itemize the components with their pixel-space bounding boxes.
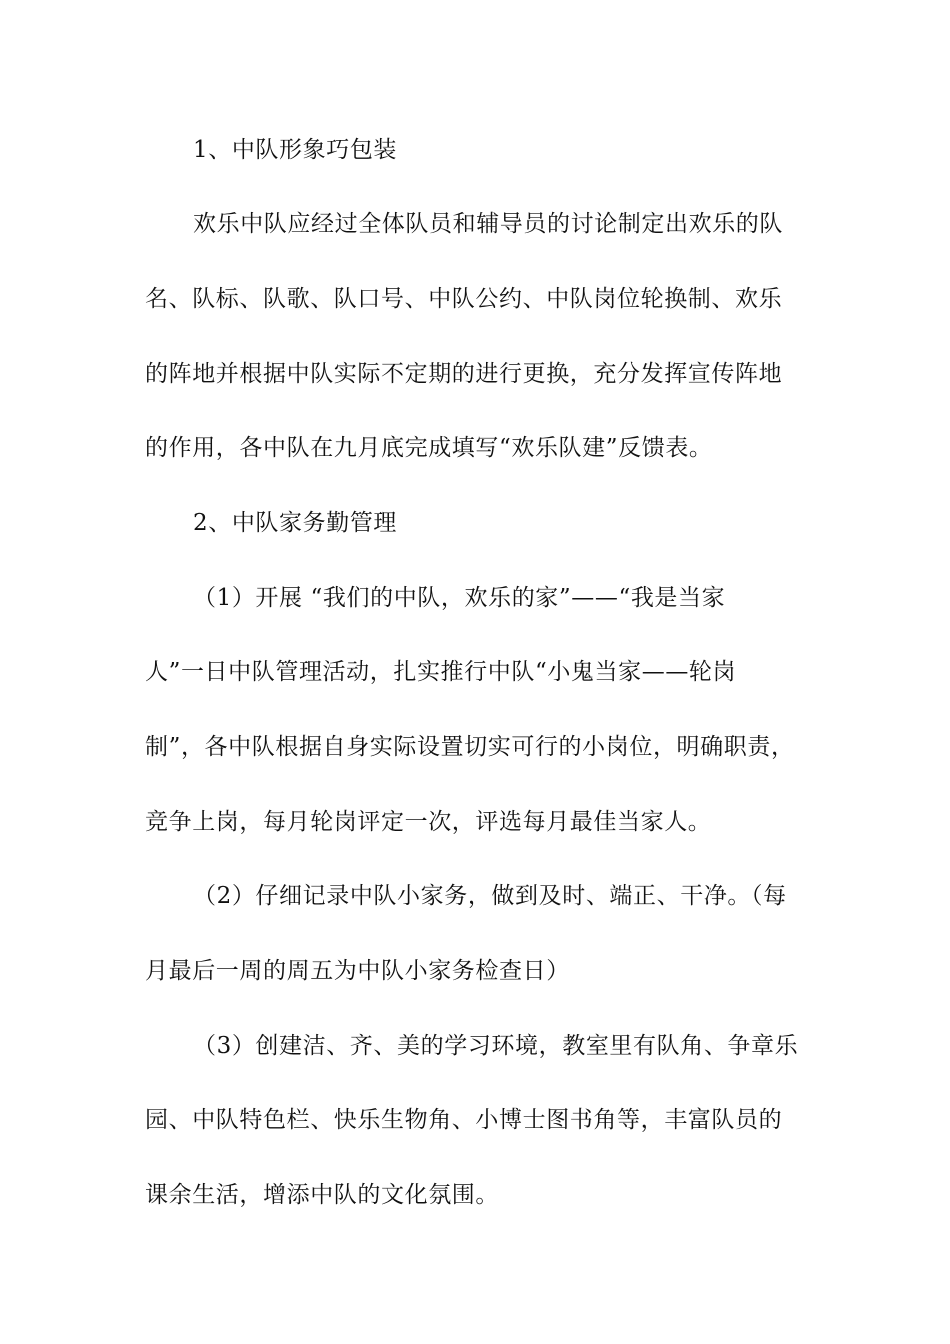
heading-2: 2、中队家务勤管理 [193,510,398,536]
paragraph-line: 月最后一周的周五为中队小家务检查日） [145,958,570,984]
heading-1: 1、中队形象巧包装 [193,137,398,163]
paragraph-line: 的阵地并根据中队实际不定期的进行更换，充分发挥宣传阵地 [145,361,783,387]
paragraph-line: 课余生活，增添中队的文化氛围。 [145,1182,499,1208]
paragraph-line: 竞争上岗，每月轮岗评定一次，评选每月最佳当家人。 [145,809,712,835]
paragraph-line: 园、中队特色栏、快乐生物角、小博士图书角等，丰富队员的 [145,1107,783,1133]
paragraph-line: （2）仔细记录中队小家务，做到及时、端正、干净。（每 [193,883,787,909]
paragraph-line: （3）创建洁、齐、美的学习环境，教室里有队角、争章乐 [193,1033,799,1059]
paragraph-line: （1）开展 “我们的中队，欢乐的家”——“我是当家 [193,585,726,611]
paragraph-line: 制”，各中队根据自身实际设置切实可行的小岗位，明确职责， [145,734,795,760]
paragraph-line: 人”一日中队管理活动，扎实推行中队“小鬼当家——轮岗 [145,659,737,685]
paragraph-line: 的作用，各中队在九月底完成填写“欢乐队建”反馈表。 [145,435,713,461]
paragraph-line: 名、队标、队歌、队口号、中队公约、中队岗位轮换制、欢乐 [145,286,783,312]
paragraph-line: 欢乐中队应经过全体队员和辅导员的讨论制定出欢乐的队 [193,211,783,237]
